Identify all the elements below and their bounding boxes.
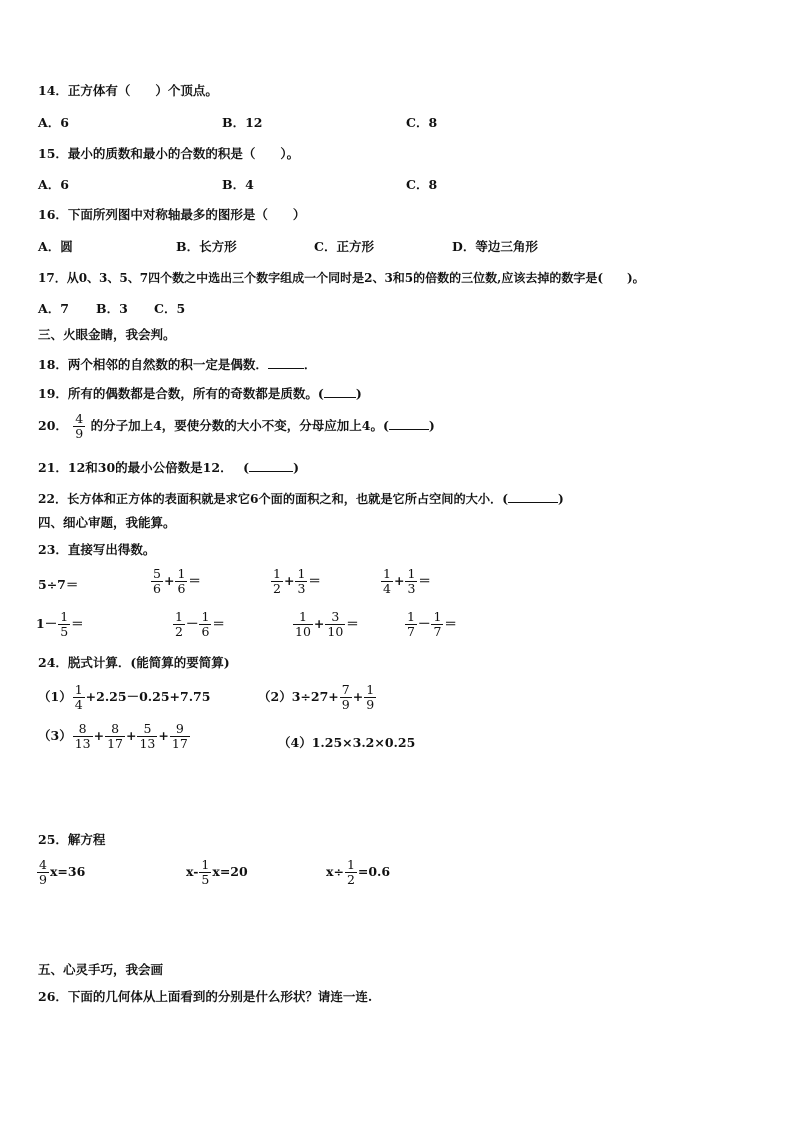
answer-blank[interactable]: [389, 417, 429, 430]
q16-option-a: A．圆: [38, 239, 73, 254]
question-25-stem: 25．解方程: [38, 832, 106, 847]
q17-option-b: B．3: [96, 301, 128, 316]
q24-part-1: （1） $\frac{1}{4}$ +2.25－0.25+7.75: [38, 682, 211, 712]
question-14-stem: 14．正方体有（ ）个顶点。: [38, 83, 218, 98]
q14-option-c: C．8: [406, 115, 438, 130]
section-4-heading: 四、细心审题，我能算。: [38, 515, 176, 530]
fraction: $\frac{4}{9}$: [75, 411, 84, 441]
q14-option-a: A．6: [38, 115, 69, 130]
q15-option-b: B．4: [222, 177, 254, 192]
q25-equation-2: x- $\frac{1}{5}$ x=20: [186, 857, 248, 887]
q17-option-c: C．5: [154, 301, 186, 316]
q14-option-b: B．12: [222, 115, 263, 130]
question-15-stem: 15．最小的质数和最小的合数的积是（ ）。: [38, 146, 300, 161]
q23-expression-1: 5÷7＝: [38, 577, 79, 592]
q23-expression-2: $\frac{5}{6}$ + $\frac{1}{6}$ ＝: [153, 566, 201, 596]
question-24-stem: 24．脱式计算．(能简算的要简算): [38, 655, 230, 670]
question-23-stem: 23．直接写出得数。: [38, 542, 156, 557]
answer-blank[interactable]: [268, 356, 304, 369]
answer-blank[interactable]: [249, 459, 293, 472]
q16-option-c: C．正方形: [314, 239, 374, 254]
q25-equation-1: $\frac{4}{9}$ x=36: [39, 857, 86, 887]
answer-blank[interactable]: [324, 385, 356, 398]
q17-option-a: A．7: [38, 301, 69, 316]
q23-expression-4: $\frac{1}{4}$ + $\frac{1}{3}$ ＝: [383, 566, 431, 596]
q23-expression-7: $\frac{1}{10}$ + $\frac{3}{10}$ ＝: [295, 609, 359, 639]
q15-option-c: C．8: [406, 177, 438, 192]
q16-option-d: D．等边三角形: [452, 239, 538, 254]
q25-equation-3: x÷ $\frac{1}{2}$ =0.6: [326, 857, 391, 887]
answer-blank[interactable]: [508, 490, 558, 503]
q15-option-a: A．6: [38, 177, 69, 192]
q23-expression-3: $\frac{1}{2}$ + $\frac{1}{3}$ ＝: [273, 566, 321, 596]
q24-part-3: （3） $\frac{8}{13}$ + $\frac{8}{17}$ + $\frac{5}{13}$ + $\frac{9}{17}$: [38, 721, 188, 751]
q24-part-4: （4）1.25×3.2×0.25: [278, 735, 416, 750]
question-26: 26．下面的几何体从上面看到的分别是什么形状？请连一连.: [38, 989, 373, 1004]
q23-expression-8: $\frac{1}{7}$ － $\frac{1}{7}$ ＝: [407, 609, 457, 639]
question-18: 18．两个相邻的自然数的积一定是偶数． ．: [38, 357, 317, 372]
question-16-stem: 16．下面所列图中对称轴最多的图形是（ ）: [38, 207, 306, 222]
q23-expression-5: 1－ $\frac{1}{5}$ ＝: [36, 609, 84, 639]
q24-part-2: （2）3÷27+ $\frac{7}{9}$ + $\frac{1}{9}$: [258, 682, 375, 712]
question-22: 22．长方体和正方体的表面积就是求它6个面的面积之和，也就是它所占空间的大小．( ): [38, 492, 564, 506]
q23-expression-6: $\frac{1}{2}$ － $\frac{1}{6}$ ＝: [175, 609, 225, 639]
q16-option-b: B．长方形: [176, 239, 237, 254]
question-21: 21．12和30的最小公倍数是12． ( ): [38, 460, 300, 475]
section-5-heading: 五、心灵手巧，我会画: [38, 962, 164, 977]
question-20: 20． $\frac{4}{9}$ 的分子加上4，要使分数的大小不变，分母应加上4。( ): [38, 411, 435, 441]
question-19: 19．所有的偶数都是合数，所有的奇数都是质数。( ): [38, 386, 362, 401]
question-17-stem: 17．从0、3、5、7四个数之中选出三个数字组成一个同时是2、3和5的倍数的三位数,应该去掉的数字是( )。: [38, 271, 645, 285]
section-3-heading: 三、火眼金睛，我会判。: [38, 327, 176, 342]
